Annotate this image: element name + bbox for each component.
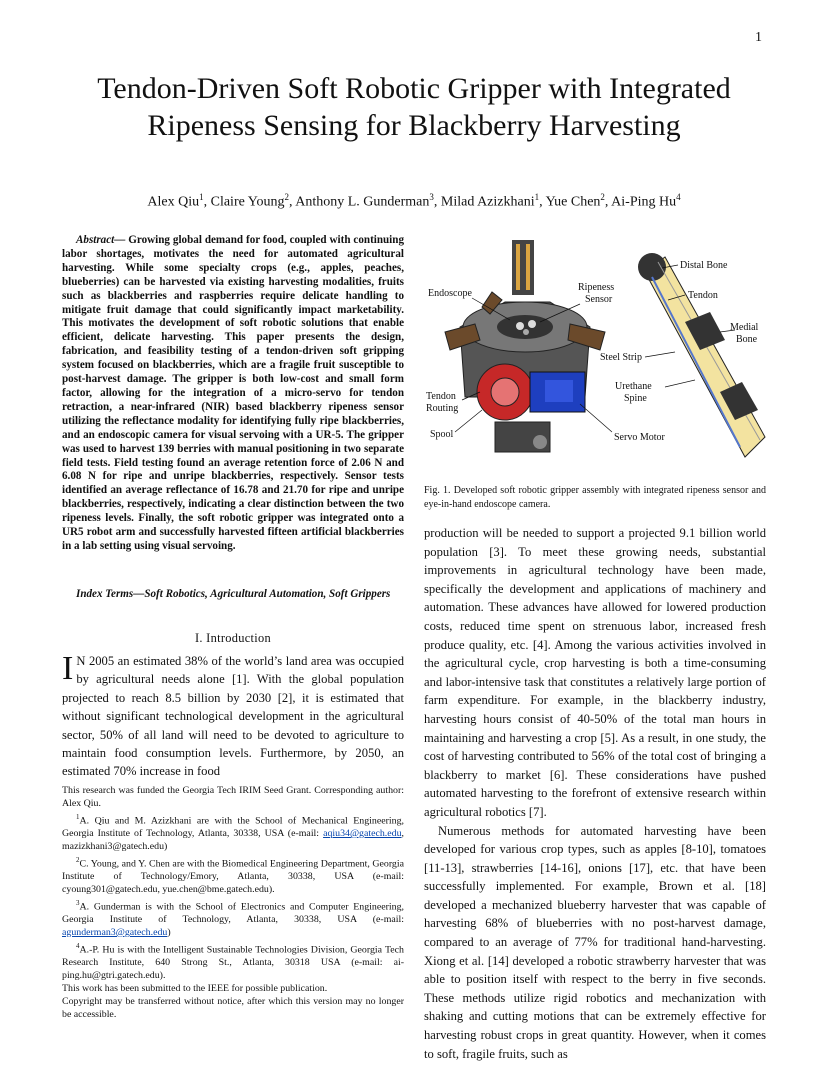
drop-cap: I — [62, 650, 74, 687]
copyright-note: Copyright may be transferred without notice, after which this version may no longer be accessible. — [62, 995, 404, 1020]
label-endoscope: Endoscope — [428, 288, 472, 299]
footnote-text: A.-P. Hu is with the Intelligent Sustainable Technologies Division, Georgia Tech Research Institute, 640 Strong St., Atlanta, 30318 USA (e-mail: ai-ping.hu@gtri.gatech.edu). — [62, 944, 404, 981]
gripper-figure — [420, 232, 770, 477]
figure-caption: Fig. 1. Developed soft robotic gripper assembly with integrated ripeness sensor and eye-in-hand endoscope camera. — [424, 485, 766, 510]
abstract — [62, 234, 404, 554]
label-tendon-routing: Tendon — [426, 391, 456, 402]
author-affil: 2 — [284, 192, 290, 202]
footnote-1 — [62, 811, 404, 854]
label-urethane: Urethane — [615, 381, 652, 392]
label-medial: Medial — [730, 322, 759, 333]
paper-title: Tendon-Driven Soft Robotic Gripper with Integrated Ripeness Sensing for Blackberry Harvesting — [97, 72, 731, 142]
author-name: Yue Chen — [545, 194, 601, 210]
footnote-marker: 1 — [76, 812, 80, 821]
label-spool: Spool — [430, 429, 454, 440]
label-spine: Spine — [624, 393, 647, 404]
author-name: Milad Azizkhani — [440, 194, 535, 210]
footnote-marker: 4 — [76, 941, 80, 950]
footnote-2 — [62, 854, 404, 897]
label-bone: Bone — [736, 334, 758, 345]
label-distal-bone: Distal Bone — [680, 260, 728, 271]
funding-note: This research was funded the Georgia Tech IRIM Seed Grant. Corresponding author: Alex Qiu. — [62, 785, 404, 809]
intro-paragraph — [62, 652, 404, 781]
author-affil: 1 — [534, 192, 540, 202]
footnote-4 — [62, 940, 404, 983]
author-affil: 2 — [600, 192, 605, 202]
author-name: Ai-Ping Hu — [611, 194, 677, 210]
footnote-text: A. Gunderman is with the School of Electronics and Computer Engineering, Georgia Institute of Technology, Atlanta, 30338, USA (e-mail: — [62, 901, 404, 926]
label-sensor: Sensor — [585, 294, 613, 305]
index-terms: Index Terms—Soft Robotics, Agricultural Automation, Soft Grippers — [76, 588, 391, 600]
section-heading: I. Introduction — [194, 631, 272, 645]
author-affil: 4 — [676, 192, 681, 202]
label-tendon: Tendon — [688, 290, 718, 301]
author-name: Claire Young — [210, 194, 285, 210]
label-routing: Routing — [426, 403, 459, 414]
author-name: Anthony L. Gunderman — [295, 194, 430, 210]
author-affil: 1 — [199, 192, 204, 202]
email-link[interactable]: agunderman3@gatech.edu — [62, 926, 168, 938]
label-ripeness: Ripeness — [578, 282, 615, 293]
footnote-text: , mazizkhani3@gatech.edu) — [62, 828, 404, 852]
footnotes — [62, 785, 404, 1022]
paragraph: Numerous methods for automated harvesting have been developed for various crop types, such as apples [8-10], tomatoes [11-13], strawberries [14-16], onions [17], etc. that have been successfully implemented. For example, Brown et al. [18] developed a mechanized blueberry harvester that was capable of harvesting 68% of blueberries with no post-harvest damage, compared to an average of 77% for traditional hand-harvesting. Xiong et al. [14] developed a robotic strawberry harvester that was able to position itself with respect to the berry in five seconds. These methods utilize rigid robotics and mechanization with shaking and cutting motions that can be extremely effective for harvesting robust crops in great quantity. However, when it comes to soft, fragile fruits, such as — [424, 823, 766, 1061]
label-servo-motor: Servo Motor — [614, 432, 665, 443]
submission-note: This work has been submitted to the IEEE for possible publication. — [62, 982, 328, 994]
footnote-text: C. Young, and Y. Chen are with the Biomedical Engineering Department, Georgia Institute of Technology/Emory, Atlanta, 30338, USA (e-mail: cyoung301@gatech.edu, yue.chen@bme.gatech.edu). — [62, 858, 404, 895]
paragraph: production will be needed to support a projected 9.1 billion world population [3]. To meet these growing needs, substantial improvements in agricultural technology have been made, specifically the development and applications of machinery and automation. These advances have allowed for lowered production costs, reduced time spent on strenuous labor, increased fresh produce quality, etc. [4]. Among the various activities involved in the agricultural cycle, crop harvesting is both a time-consuming and labor-intensive task that constitutes a relatively large portion of farm expenditure. For example, in the blackberry industry, harvesting hours consist of 40-50% of the total man hours in maintaining and harvesting a crop [5]. As a result, in one study, the cost of harvesting contributed to 56% of the total cost of bringing a blackberry to market [6]. These considerations have pushed automated harvesting to the forefront of extensive research within agricultural robotics [7]. — [424, 526, 766, 819]
footnote-marker: 2 — [76, 855, 80, 864]
author-affil: 3 — [429, 192, 434, 202]
email-link[interactable]: aqiu34@gatech.edu — [323, 828, 402, 840]
intro-text: N 2005 an estimated 38% of the world’s land area was occupied by agricultural needs alone [1]. With the global population projected to reach 8.5 billion by 2030 [2], it is estimated that without significant technological development in the agricultural sector, 50% of all land will need to be devoted to agriculture to maintain food consumption levels. Furthermore, by 2050, an estimated 70% increase in food — [62, 654, 404, 779]
footnote-text: ) — [167, 926, 171, 938]
right-column — [424, 524, 766, 1063]
author-list: Alex Qiu$^1$, Claire Young$^2$, Anthony L. Gunderman$^3$, Milad Azizkhani$^1$, Yue Chen$^2$, Ai-Ping Hu$^4$ — [147, 192, 681, 210]
author-name: Alex Qiu — [147, 194, 200, 210]
label-steel-strip: Steel Strip — [600, 352, 642, 363]
footnote-3 — [62, 897, 404, 940]
page-number: 1 — [755, 30, 762, 45]
footnote-text: A. Qiu and M. Azizkhani are with the School of Mechanical Engineering, Georgia Institute of Technology, Atlanta, 30338, USA (e-mail: — [62, 815, 404, 840]
abstract-text: Growing global demand for food, coupled with continuing labor shortages, motivates the need for automated agricultural harvesting. While some specialty crops (e.g., apples, peaches, blueberries) can be harvested via existing harvesting modalities, fruits such as blackberries and raspberries require delicate handling to mitigate fruit damage that could significantly impact marketability. This motivates the development of soft robotic solutions that enable efficient, delicate harvesting. This paper presents the design, fabrication, and feasibility testing of a tendon-driven soft gripping system focused on blackberries, which are a fragile fruit susceptible to post-harvest damage. The gripper is both low-cost and small form factor, allowing for the integration of a micro-servo for tendon retraction, a near-infrared (NIR) based blackberry ripeness sensor utilizing the reflectance modality for identifying fully ripe blackberries, and an endoscopic camera for visual servoing with a UR-5. The gripper was used to harvest 139 berries with manual positioning in two separate field tests. Field testing found an average retention force of 2.06 N and 6.08 N for ripe and unripe blackberries, respectively. Sensor tests identified an average reflectance of 16.78 and 21.70 for ripe and unripe blackberries, respectively, indicating a clear distinction between the two ripeness levels. Finally, the soft robotic gripper was integrated onto a UR5 robot arm and successfully harvested fifteen artificial blackberries in a lab setting using visual servoing. — [62, 234, 404, 552]
footnote-marker: 3 — [76, 898, 80, 907]
abstract-label: Abstract— — [76, 234, 126, 246]
